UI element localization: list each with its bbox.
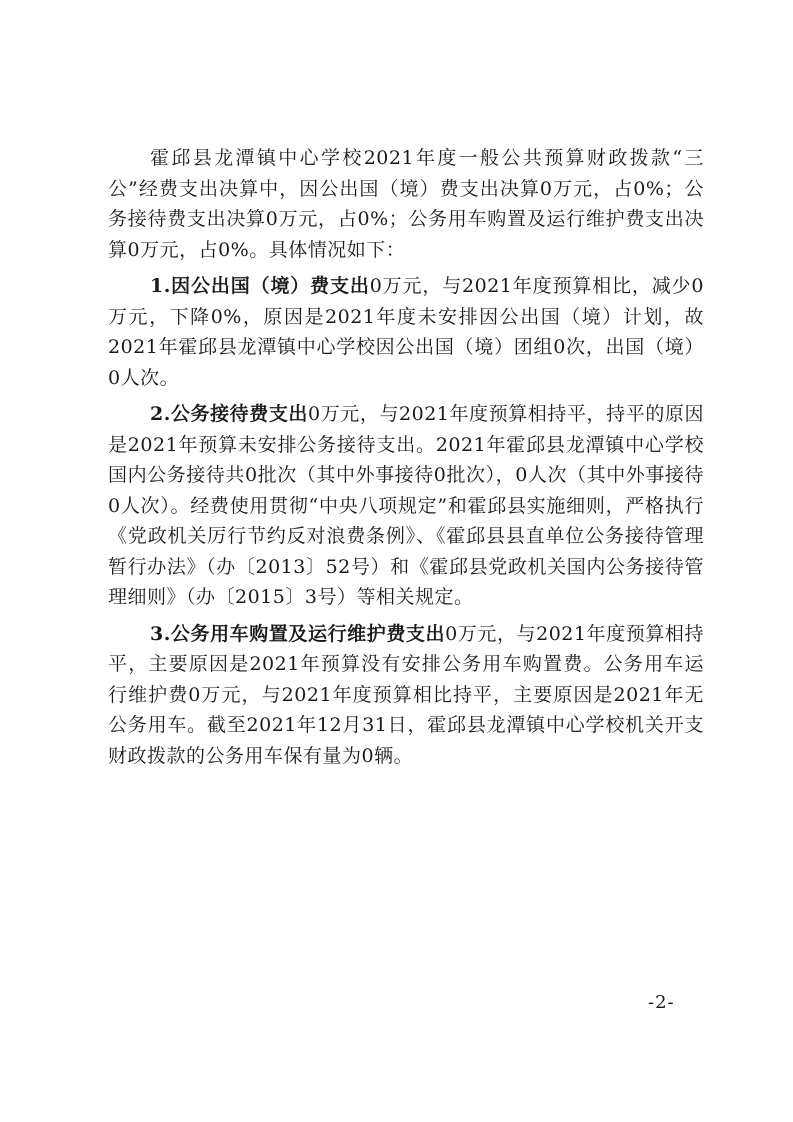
paragraph-text: 霍邱县龙潭镇中心学校2021年度一般公共预算财政拨款“三公”经费支出决算中，因公出国（境）费支出决算0万元，占0%；公务接待费支出决算0万元，占0%；公务用车购置及运行维护费支出决算0万元，占0%。具体情况如下：	[108, 147, 704, 261]
paragraph-text: 0万元，与2021年度预算相持平，持平的原因是2021年预算未安排公务接待支出。2021年霍邱县龙潭镇中心学校国内公务接待共0批次（其中外事接待0批次），0人次（其中外事接待0人次）。经费使用贯彻“中央八项规定”和霍邱县实施细则，严格执行《党政机关厉行节约反对浪费条例》、《霍邱县县直单位公务接待管理暂行办法》（办〔2013〕52号）和《霍邱县党政机关国内公务接待管理细则》（办〔2015〕3号）等相关规定。	[108, 403, 704, 608]
paragraph-official-vehicles	[108, 619, 704, 772]
paragraph-intro	[108, 143, 704, 265]
page-number: -2-	[648, 992, 675, 1013]
paragraph-text: 0万元，与2021年度预算相比，减少0万元，下降0%，原因是2021年度未安排因公出国（境）计划，故2021年霍邱县龙潭镇中心学校因公出国（境）团组0次，出国（境）0人次。	[108, 275, 704, 389]
paragraph-heading: 3.公务用车购置及运行维护费支出	[150, 622, 446, 645]
paragraph-heading: 2.公务接待费支出	[150, 403, 309, 425]
document-body	[108, 143, 704, 771]
paragraph-text: 0万元，与2021年度预算相持平，主要原因是2021年预算没有安排公务用车购置费。公务用车运行维护费0万元，与2021年度预算相比持平，主要原因是2021年无公务用车。截至2021年12月31日，霍邱县龙潭镇中心学校机关开支财政拨款的公务用车保有量为0辆。	[108, 622, 704, 767]
paragraph-heading: 1.因公出国（境）费支出	[150, 275, 370, 297]
paragraph-official-reception	[108, 399, 704, 613]
paragraph-overseas-travel	[108, 271, 704, 393]
